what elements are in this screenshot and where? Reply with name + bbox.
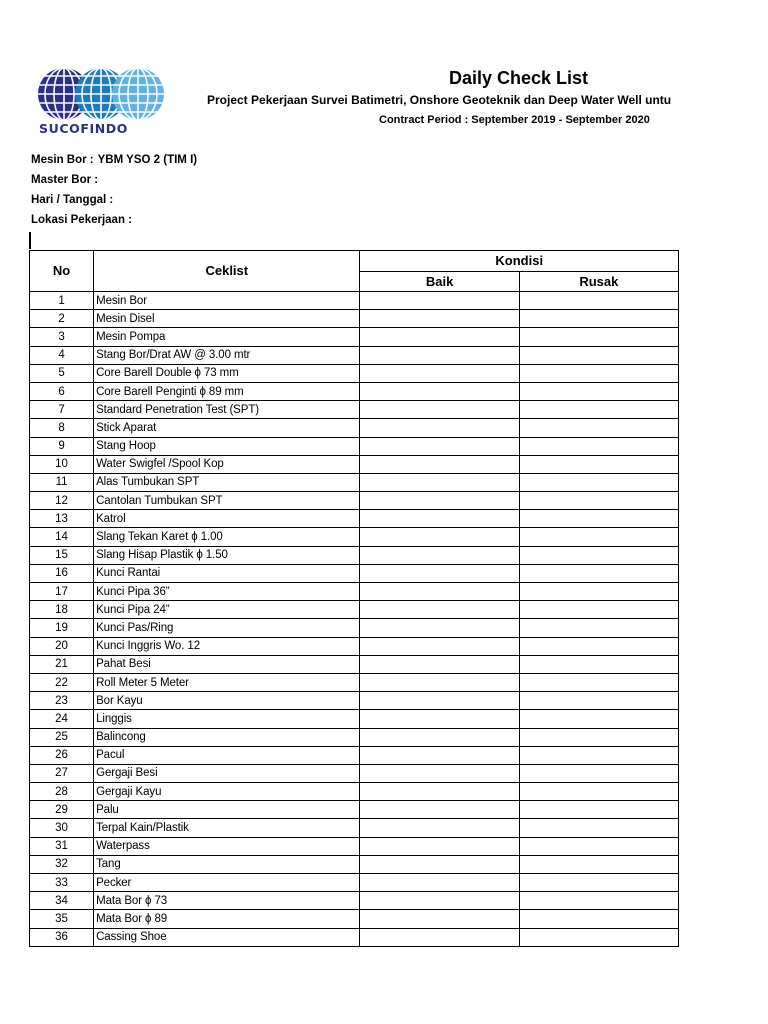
rusak-cell[interactable] (519, 837, 678, 855)
table-row (30, 492, 679, 510)
row-item: Gergaji Kayu (94, 783, 360, 801)
rusak-cell[interactable] (519, 764, 678, 782)
row-number: 35 (30, 910, 94, 928)
table-row (30, 473, 679, 491)
rusak-cell[interactable] (519, 801, 678, 819)
table-row (30, 910, 679, 928)
header-baik: Baik (360, 272, 519, 292)
project-subtitle: Project Pekerjaan Survei Batimetri, Onshore Geoteknik dan Deep Water Well untu (207, 93, 672, 107)
baik-cell[interactable] (360, 601, 519, 619)
baik-cell[interactable] (360, 328, 519, 346)
rusak-cell[interactable] (519, 328, 678, 346)
table-row (30, 583, 679, 601)
header-rusak: Rusak (519, 272, 678, 292)
row-item: Core Barell Penginti ϕ 89 mm (94, 382, 360, 400)
baik-cell[interactable] (360, 801, 519, 819)
rusak-cell[interactable] (519, 510, 678, 528)
row-item: Palu (94, 801, 360, 819)
baik-cell[interactable] (360, 892, 519, 910)
rusak-cell[interactable] (519, 455, 678, 473)
row-number: 18 (30, 601, 94, 619)
logo-wordmark: SUCOFINDO (39, 121, 129, 136)
lokasi-pekerjaan-field (31, 214, 132, 226)
row-number: 36 (30, 928, 94, 946)
rusak-cell[interactable] (519, 746, 678, 764)
rusak-cell[interactable] (519, 401, 678, 419)
row-number: 9 (30, 437, 94, 455)
baik-cell[interactable] (360, 401, 519, 419)
header-kondisi: Kondisi (360, 251, 679, 272)
row-number: 10 (30, 455, 94, 473)
table-row (30, 346, 679, 364)
hari-tanggal-field (31, 194, 113, 206)
row-item: Roll Meter 5 Meter (94, 673, 360, 691)
text-cursor (29, 232, 31, 249)
row-number: 20 (30, 637, 94, 655)
rusak-cell[interactable] (519, 928, 678, 946)
rusak-cell[interactable] (519, 819, 678, 837)
row-number: 24 (30, 710, 94, 728)
baik-cell[interactable] (360, 855, 519, 873)
row-item: Mesin Disel (94, 310, 360, 328)
table-row (30, 801, 679, 819)
baik-cell[interactable] (360, 455, 519, 473)
table-row (30, 928, 679, 946)
baik-cell[interactable] (360, 492, 519, 510)
row-number: 13 (30, 510, 94, 528)
rusak-cell[interactable] (519, 874, 678, 892)
mesin-bor-label: Mesin Bor : (31, 154, 94, 166)
row-number: 8 (30, 419, 94, 437)
table-row (30, 510, 679, 528)
table-row (30, 837, 679, 855)
row-number: 1 (30, 292, 94, 310)
table-row (30, 382, 679, 400)
table-row (30, 692, 679, 710)
table-row (30, 401, 679, 419)
row-item: Kunci Pipa 36” (94, 583, 360, 601)
row-number: 2 (30, 310, 94, 328)
mesin-bor-field (31, 154, 197, 166)
row-number: 14 (30, 528, 94, 546)
table-row (30, 601, 679, 619)
row-number: 19 (30, 619, 94, 637)
rusak-cell[interactable] (519, 492, 678, 510)
baik-cell[interactable] (360, 783, 519, 801)
rusak-cell[interactable] (519, 546, 678, 564)
row-number: 12 (30, 492, 94, 510)
master-bor-label: Master Bor : (31, 174, 99, 186)
row-number: 28 (30, 783, 94, 801)
row-number: 32 (30, 855, 94, 873)
rusak-cell[interactable] (519, 855, 678, 873)
table-row (30, 637, 679, 655)
row-number: 34 (30, 892, 94, 910)
row-item: Slang Tekan Karet ϕ 1.00 (94, 528, 360, 546)
baik-cell[interactable] (360, 310, 519, 328)
row-item: Kunci Pipa 24” (94, 601, 360, 619)
table-row (30, 855, 679, 873)
rusak-cell[interactable] (519, 655, 678, 673)
baik-cell[interactable] (360, 928, 519, 946)
row-number: 27 (30, 764, 94, 782)
rusak-cell[interactable] (519, 419, 678, 437)
table-row (30, 437, 679, 455)
table-row (30, 764, 679, 782)
baik-cell[interactable] (360, 746, 519, 764)
table-row (30, 292, 679, 310)
row-item: Stick Aparat (94, 419, 360, 437)
baik-cell[interactable] (360, 819, 519, 837)
hari-tanggal-label: Hari / Tanggal : (31, 194, 114, 206)
rusak-cell[interactable] (519, 583, 678, 601)
row-item: Stang Bor/Drat AW @ 3.00 mtr (94, 346, 360, 364)
table-row (30, 783, 679, 801)
row-number: 7 (30, 401, 94, 419)
rusak-cell[interactable] (519, 346, 678, 364)
table-row (30, 728, 679, 746)
page-title: Daily Check List (449, 68, 589, 88)
baik-cell[interactable] (360, 583, 519, 601)
row-number: 30 (30, 819, 94, 837)
row-item: Linggis (94, 710, 360, 728)
row-number: 6 (30, 382, 94, 400)
checklist-body (30, 292, 679, 947)
baik-cell[interactable] (360, 292, 519, 310)
table-row (30, 746, 679, 764)
rusak-cell[interactable] (519, 637, 678, 655)
baik-cell[interactable] (360, 510, 519, 528)
baik-cell[interactable] (360, 673, 519, 691)
baik-cell[interactable] (360, 764, 519, 782)
baik-cell[interactable] (360, 874, 519, 892)
row-number: 21 (30, 655, 94, 673)
checklist-table (29, 250, 679, 947)
baik-cell[interactable] (360, 473, 519, 491)
row-item: Katrol (94, 510, 360, 528)
row-number: 15 (30, 546, 94, 564)
table-row (30, 874, 679, 892)
table-row (30, 364, 679, 382)
row-number: 22 (30, 673, 94, 691)
row-item: Mesin Bor (94, 292, 360, 310)
row-item: Kunci Inggris Wo. 12 (94, 637, 360, 655)
lokasi-pekerjaan-label: Lokasi Pekerjaan : (31, 214, 132, 226)
row-item: Alas Tumbukan SPT (94, 473, 360, 491)
table-row (30, 546, 679, 564)
row-item: Stang Hoop (94, 437, 360, 455)
row-item: Kunci Rantai (94, 564, 360, 582)
row-item: Balincong (94, 728, 360, 746)
row-number: 26 (30, 746, 94, 764)
row-number: 16 (30, 564, 94, 582)
table-row (30, 528, 679, 546)
baik-cell[interactable] (360, 564, 519, 582)
header-no: No (30, 251, 94, 292)
rusak-cell[interactable] (519, 382, 678, 400)
baik-cell[interactable] (360, 910, 519, 928)
rusak-cell[interactable] (519, 528, 678, 546)
row-item: Water Swigfel /Spool Kop (94, 455, 360, 473)
rusak-cell[interactable] (519, 673, 678, 691)
row-item: Terpal Kain/Plastik (94, 819, 360, 837)
baik-cell[interactable] (360, 637, 519, 655)
table-row (30, 892, 679, 910)
rusak-cell[interactable] (519, 619, 678, 637)
baik-cell[interactable] (360, 837, 519, 855)
rusak-cell[interactable] (519, 310, 678, 328)
table-row (30, 419, 679, 437)
row-item: Cassing Shoe (94, 928, 360, 946)
baik-cell[interactable] (360, 382, 519, 400)
rusak-cell[interactable] (519, 564, 678, 582)
table-row (30, 564, 679, 582)
table-row (30, 655, 679, 673)
row-item: Gergaji Besi (94, 764, 360, 782)
row-item: Waterpass (94, 837, 360, 855)
rusak-cell[interactable] (519, 692, 678, 710)
rusak-cell[interactable] (519, 728, 678, 746)
baik-cell[interactable] (360, 419, 519, 437)
rusak-cell[interactable] (519, 473, 678, 491)
row-number: 23 (30, 692, 94, 710)
row-item: Core Barell Double ϕ 73 mm (94, 364, 360, 382)
table-row (30, 673, 679, 691)
baik-cell[interactable] (360, 346, 519, 364)
baik-cell[interactable] (360, 692, 519, 710)
row-item: Pecker (94, 874, 360, 892)
row-item: Mesin Pompa (94, 328, 360, 346)
row-number: 17 (30, 583, 94, 601)
table-row (30, 455, 679, 473)
baik-cell[interactable] (360, 528, 519, 546)
table-row (30, 819, 679, 837)
row-number: 25 (30, 728, 94, 746)
mesin-bor-value[interactable]: YBM YSO 2 (TIM I) (97, 154, 198, 166)
rusak-cell[interactable] (519, 710, 678, 728)
row-item: Tang (94, 855, 360, 873)
master-bor-field (31, 174, 98, 186)
rusak-cell[interactable] (519, 437, 678, 455)
rusak-cell[interactable] (519, 892, 678, 910)
baik-cell[interactable] (360, 728, 519, 746)
row-item: Cantolan Tumbukan SPT (94, 492, 360, 510)
globe-icon (112, 66, 164, 122)
row-number: 33 (30, 874, 94, 892)
row-number: 5 (30, 364, 94, 382)
rusak-cell[interactable] (519, 601, 678, 619)
baik-cell[interactable] (360, 364, 519, 382)
rusak-cell[interactable] (519, 910, 678, 928)
row-number: 29 (30, 801, 94, 819)
row-item: Pahat Besi (94, 655, 360, 673)
row-item: Pacul (94, 746, 360, 764)
baik-cell[interactable] (360, 710, 519, 728)
row-number: 31 (30, 837, 94, 855)
baik-cell[interactable] (360, 437, 519, 455)
row-item: Standard Penetration Test (SPT) (94, 401, 360, 419)
row-item: Mata Bor ϕ 89 (94, 910, 360, 928)
row-item: Mata Bor ϕ 73 (94, 892, 360, 910)
row-item: Slang Hisap Plastik ϕ 1.50 (94, 546, 360, 564)
baik-cell[interactable] (360, 546, 519, 564)
baik-cell[interactable] (360, 619, 519, 637)
rusak-cell[interactable] (519, 364, 678, 382)
row-number: 11 (30, 473, 94, 491)
row-item: Bor Kayu (94, 692, 360, 710)
table-row (30, 619, 679, 637)
contract-period: Contract Period : September 2019 - September 2020 (379, 114, 650, 126)
table-row (30, 710, 679, 728)
table-row (30, 328, 679, 346)
rusak-cell[interactable] (519, 783, 678, 801)
row-item: Kunci Pas/Ring (94, 619, 360, 637)
rusak-cell[interactable] (519, 292, 678, 310)
baik-cell[interactable] (360, 655, 519, 673)
row-number: 4 (30, 346, 94, 364)
table-row (30, 310, 679, 328)
header-ceklist: Ceklist (94, 251, 360, 292)
row-number: 3 (30, 328, 94, 346)
